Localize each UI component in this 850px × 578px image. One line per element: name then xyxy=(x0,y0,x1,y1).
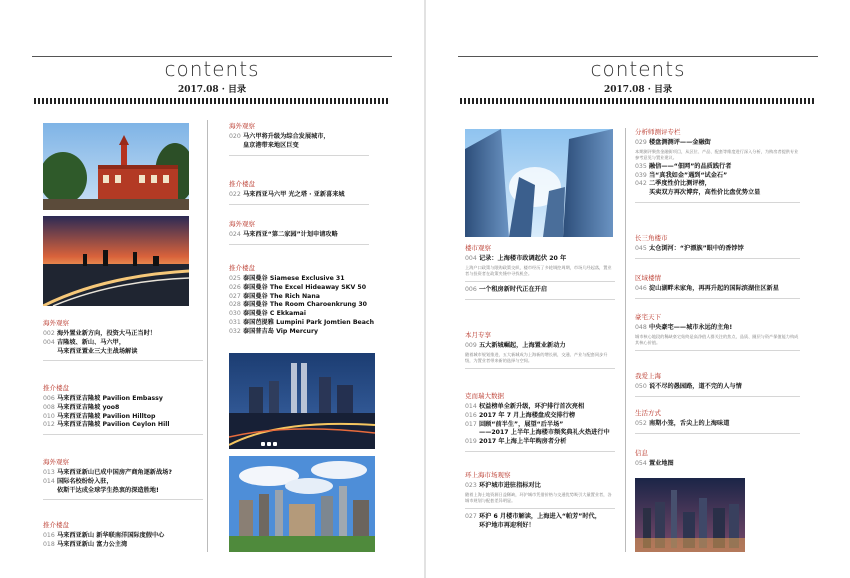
entry-title: 当“真我如金”遇到“试金石” xyxy=(649,171,728,179)
section-rule xyxy=(635,202,800,203)
toc-section-yrd-market xyxy=(635,234,800,263)
page-number: 014 xyxy=(43,477,55,485)
entry-title: 环沪 6 月楼市解读，上海进入“帕芳”时代， xyxy=(479,512,601,520)
entry-title: 楼盘测测评——金融街 xyxy=(649,139,711,146)
page-number: 039 xyxy=(635,171,647,179)
page-number: 008 xyxy=(43,403,55,411)
section-rule xyxy=(229,244,369,245)
toc-entry[interactable] xyxy=(229,191,409,200)
section-head: 海外观察 xyxy=(229,220,255,228)
section-head: 长三角楼市 xyxy=(635,234,668,242)
entry-title: 2017 年上海上半年购房者分析 xyxy=(479,438,567,446)
photo-kl-highway-sunset xyxy=(43,216,189,306)
page-number: 006 xyxy=(43,395,55,402)
toc-section-overseas-1 xyxy=(43,319,223,365)
toc-entry[interactable] xyxy=(465,438,615,447)
entry-title: 融信——“佃网”的品质践行者 xyxy=(649,162,732,170)
entry-title: 2017 年 7 月上海楼盘成交排行榜 xyxy=(479,411,576,419)
page-number: 031 xyxy=(229,318,241,326)
toc-section-regional xyxy=(635,274,800,303)
section-head: 克而瑞大数据 xyxy=(465,392,504,400)
toc-section-overseas-3 xyxy=(229,122,409,160)
page-number: 029 xyxy=(635,139,647,146)
section-rule xyxy=(229,204,369,205)
toc-section-market-watch xyxy=(465,244,615,304)
toc-section-overseas-4 xyxy=(229,220,409,249)
entry-title: 泰国曼谷 The Excel Hideaway SKV 50 xyxy=(243,283,367,291)
toc-section-monthly-special xyxy=(465,331,615,373)
toc-section-love-shanghai xyxy=(635,372,800,401)
entry-title-cont: 依斯干达成全球学生热衷的深造胜地! xyxy=(57,486,159,494)
section-head: 推介楼盘 xyxy=(229,264,255,272)
entry-title: 马六甲将升级为综合发展城市， xyxy=(243,133,330,140)
section-head: 我爱上海 xyxy=(635,372,661,380)
page-number: 027 xyxy=(465,512,477,520)
section-rule xyxy=(229,155,369,156)
section-rule xyxy=(635,396,800,397)
toc-entry[interactable] xyxy=(229,310,409,319)
toc-entry[interactable] xyxy=(635,180,800,189)
photo-kl-night-city xyxy=(229,353,375,449)
section-head: 生活方式 xyxy=(635,409,661,417)
toc-section-luxury xyxy=(635,313,800,355)
page-number: 012 xyxy=(43,421,55,429)
toc-entry[interactable] xyxy=(465,403,615,412)
toc-entry[interactable] xyxy=(465,342,615,351)
photo-kl-daytime-skyline xyxy=(229,456,375,552)
toc-section-recommended-2 xyxy=(43,521,223,550)
section-head: 本月专享 xyxy=(465,331,491,339)
entry-title: 国际名校纷纷入驻， xyxy=(57,477,113,485)
entry-title: 权益榜单全新升级，环沪排行首次亮相 xyxy=(479,403,585,410)
toc-section-overseas-2 xyxy=(43,458,223,504)
page-number: 048 xyxy=(635,324,647,331)
entry-title: 南期小笼，舌尖上的上海味道 xyxy=(649,420,730,427)
toc-entry[interactable] xyxy=(43,330,223,339)
entry-title: 马来西亚吉隆坡 Pavilion Hilltop xyxy=(57,412,156,420)
entry-title: 泰国曼谷 Siamese Exclusive 31 xyxy=(243,275,345,282)
entry-description: 随着上海土地资源日益稀缺，环沪城市凭借价格与交通优势吸引大量置业者，各城市规划与配套差异明显。 xyxy=(465,491,612,503)
section-head: 海外观察 xyxy=(43,319,69,327)
page-number: 019 xyxy=(465,438,477,446)
entry-title: 记录：上海楼市政调起伏 20 年 xyxy=(479,255,567,262)
section-head: 推介楼盘 xyxy=(43,384,69,392)
entry-title: 马来西亚吉隆坡 Pavilion Embassy xyxy=(57,395,163,402)
section-rule xyxy=(465,299,615,300)
page-number: 018 xyxy=(43,540,55,548)
section-rule xyxy=(465,281,615,282)
toc-entry[interactable] xyxy=(635,420,800,429)
page-number: 026 xyxy=(229,283,241,291)
toc-entry[interactable] xyxy=(43,339,223,348)
page-number: 013 xyxy=(43,469,55,476)
entry-description: 城市核心地段的稀缺豪宅始终是高净值人群关注的焦点，品质、圈层与资产保值能力构成其核心价值。 xyxy=(635,333,799,345)
page-number: 030 xyxy=(229,310,241,318)
entry-title-cont: 皇京港带来地区巨变 xyxy=(243,141,299,149)
toc-section-analyst-column xyxy=(635,128,800,207)
page-number: 046 xyxy=(635,285,647,292)
toc-section-cric-data xyxy=(465,392,615,456)
entry-title: 泰国普吉岛 Vip Mercury xyxy=(243,327,319,335)
entry-title: 环沪城市进驻指标对比 xyxy=(479,482,541,489)
page-number: 004 xyxy=(465,255,477,262)
toc-entry[interactable] xyxy=(635,383,800,392)
toc-section-recommended-3 xyxy=(229,180,409,209)
entry-title-cont: 买卖双方再次博弈，高性价比盘优势立显 xyxy=(649,189,761,197)
toc-entry[interactable] xyxy=(43,532,223,541)
section-rule xyxy=(465,508,615,509)
toc-entry[interactable] xyxy=(635,163,800,172)
page-number: 050 xyxy=(635,383,647,390)
photo-indicator-dots xyxy=(261,431,279,449)
photo-glass-skyscrapers xyxy=(465,129,613,237)
toc-entry[interactable] xyxy=(465,255,615,264)
left-page xyxy=(0,0,424,578)
page-number: 023 xyxy=(465,482,477,489)
page-number: 052 xyxy=(635,420,647,427)
page-number: 035 xyxy=(635,162,647,170)
section-rule xyxy=(465,368,615,369)
toc-entry[interactable] xyxy=(43,478,223,487)
section-head: 豪宅天下 xyxy=(635,313,661,321)
entry-title: 淀山湖畔未家角，再再升起的国际滨湖住区新星 xyxy=(649,285,779,292)
toc-entry[interactable] xyxy=(43,469,223,478)
entry-description: 本期测评聚焦金融街项目，从区位、产品、配套等维度进行深入分析，为购房者提供专业参考意见与置业建议。 xyxy=(635,148,799,160)
section-rule xyxy=(43,360,203,361)
page-number: 054 xyxy=(635,460,647,467)
toc-entry[interactable] xyxy=(43,395,223,404)
page-number: 027 xyxy=(229,292,241,300)
entry-title: 太仓浏河：“沪漂族”眼中的香饽饽 xyxy=(649,245,744,252)
page-number: 016 xyxy=(465,411,477,419)
entry-title: 一个租房新时代正在开启 xyxy=(479,285,548,293)
toc-section-info xyxy=(635,449,800,469)
entry-title: 吉隆坡、新山、马六甲， xyxy=(57,338,126,346)
entry-title: 中央豪宅——城市永远的主角! xyxy=(649,324,733,331)
toc-entry[interactable] xyxy=(43,421,223,430)
page-number: 006 xyxy=(465,285,477,293)
section-head: 推介楼盘 xyxy=(43,521,69,529)
entry-title-cont: ——2017 上半年上海楼市频奖典礼火热进行中 xyxy=(479,429,610,437)
entry-title: 马来西亚马六甲 光之塔 · 亚新喜来城 xyxy=(243,191,345,198)
entry-title: 马来西亚新山 富力公主湾 xyxy=(57,540,128,548)
toc-entry[interactable] xyxy=(635,285,800,294)
entry-title: 泰国曼谷 C Ekkamai xyxy=(243,310,306,318)
entry-description: 随着城市规划推进，五大新城成为上海新的增长极，交通、产业与配套同步升级，为置业者带来新的选择与空间。 xyxy=(465,351,608,363)
toc-entry[interactable] xyxy=(43,404,223,413)
entry-title: 海外置业新方向，投资大马正当时！ xyxy=(57,330,156,337)
toc-entry[interactable] xyxy=(229,284,409,293)
toc-entry[interactable] xyxy=(465,286,615,295)
page-number: 017 xyxy=(465,420,477,428)
entry-title: 置业地图 xyxy=(649,460,674,467)
toc-entry[interactable] xyxy=(229,231,409,240)
tick-rule xyxy=(460,98,816,104)
section-head: 环上海市场观察 xyxy=(465,471,511,479)
page-number: 014 xyxy=(465,403,477,410)
section-rule xyxy=(465,451,615,452)
section-rule xyxy=(43,499,203,500)
page-number: 020 xyxy=(229,133,241,140)
toc-entry[interactable] xyxy=(635,139,800,148)
section-head: 海外观察 xyxy=(43,458,69,466)
entry-title: 马来西亚吉隆坡 Pavilion Ceylon Hill xyxy=(57,421,170,429)
section-rule xyxy=(635,298,800,299)
section-head: 楼市观察 xyxy=(465,244,491,252)
page-number: 002 xyxy=(43,330,55,337)
toc-entry[interactable] xyxy=(229,328,409,337)
entry-title: 二季度性价比测评榜， xyxy=(649,180,711,188)
toc-entry[interactable] xyxy=(635,460,800,469)
toc-entry[interactable] xyxy=(229,301,409,310)
entry-title-cont: 环沪地市再迎利好！ xyxy=(479,521,535,529)
toc-section-recommended-4 xyxy=(229,264,409,337)
page-number: 042 xyxy=(635,180,647,188)
entry-title: 泰国曼谷 The Rich Nana xyxy=(243,292,320,300)
right-page xyxy=(426,0,850,578)
page-number: 022 xyxy=(229,191,241,198)
toc-entry[interactable] xyxy=(465,412,615,421)
section-rule xyxy=(43,434,203,435)
entry-title: 马来西亚“第二家园”计划申请攻略 xyxy=(243,231,338,238)
page-number: 028 xyxy=(229,301,241,309)
page-number: 009 xyxy=(465,342,477,349)
photo-shanghai-night xyxy=(635,478,745,552)
toc-entry[interactable] xyxy=(229,275,409,284)
section-head: 推介楼盘 xyxy=(229,180,255,188)
entry-title: 泰国曼谷 The Room Charoenkrung 30 xyxy=(243,301,367,309)
section-head: 分析师测评专栏 xyxy=(635,128,681,136)
toc-entry[interactable] xyxy=(635,324,800,333)
entry-title: 马来西亚新山已成中国房产商角逐新战场? xyxy=(57,469,172,476)
page-number: 024 xyxy=(229,231,241,238)
toc-section-recommended-1 xyxy=(43,384,223,439)
entry-title: 回顾“前半生”，展望“后半场” xyxy=(479,420,564,428)
entry-title: 马来西亚新山 新华联南洋国际度假中心 xyxy=(57,532,165,539)
column-divider xyxy=(625,128,626,552)
section-head: 海外观察 xyxy=(229,122,255,130)
toc-entry[interactable] xyxy=(43,541,223,550)
page-number: 045 xyxy=(635,245,647,252)
page-subtitle: 2017.08 · 目录 xyxy=(177,85,247,95)
toc-section-lifestyle xyxy=(635,409,800,438)
page-number: 016 xyxy=(43,532,55,539)
page-number: 025 xyxy=(229,275,241,282)
toc-entry[interactable] xyxy=(465,513,615,522)
section-head: 区域楼情 xyxy=(635,274,661,282)
entry-title: 五大新城崛起，上海置业新动力 xyxy=(479,342,566,349)
page-number: 004 xyxy=(43,338,55,346)
page-number: 032 xyxy=(229,327,241,335)
toc-section-around-shanghai xyxy=(465,471,615,530)
section-rule xyxy=(635,433,800,434)
toc-entry[interactable] xyxy=(635,245,800,254)
page-subtitle: 2017.08 · 目录 xyxy=(603,85,673,95)
entry-title: 说不尽的愚园路，道不完的人与情 xyxy=(649,383,742,390)
entry-title-cont: 马来西亚置业三大主战场解读 xyxy=(57,347,138,355)
section-rule xyxy=(635,350,800,351)
page-number: 010 xyxy=(43,412,55,420)
photo-malacca-red-building xyxy=(43,123,189,210)
page-title: contents xyxy=(590,57,686,81)
toc-entry[interactable] xyxy=(229,133,409,142)
toc-entry[interactable] xyxy=(229,319,409,328)
entry-title: 马来西亚吉隆坡 yoo8 xyxy=(57,403,120,411)
section-rule xyxy=(635,258,800,259)
toc-entry[interactable] xyxy=(465,482,615,491)
entry-description: 上海户口政策与限购政策交织，楼市经历了多轮调控周期，市场几经起落，置业者与投资者在政策夹缝中寻找机会。 xyxy=(465,264,612,276)
section-head: 信息 xyxy=(635,449,648,457)
page-title: contents xyxy=(164,57,260,81)
tick-rule xyxy=(34,98,390,104)
entry-title: 泰国芭提雅 Lumpini Park Jomtien Beach xyxy=(243,318,374,326)
